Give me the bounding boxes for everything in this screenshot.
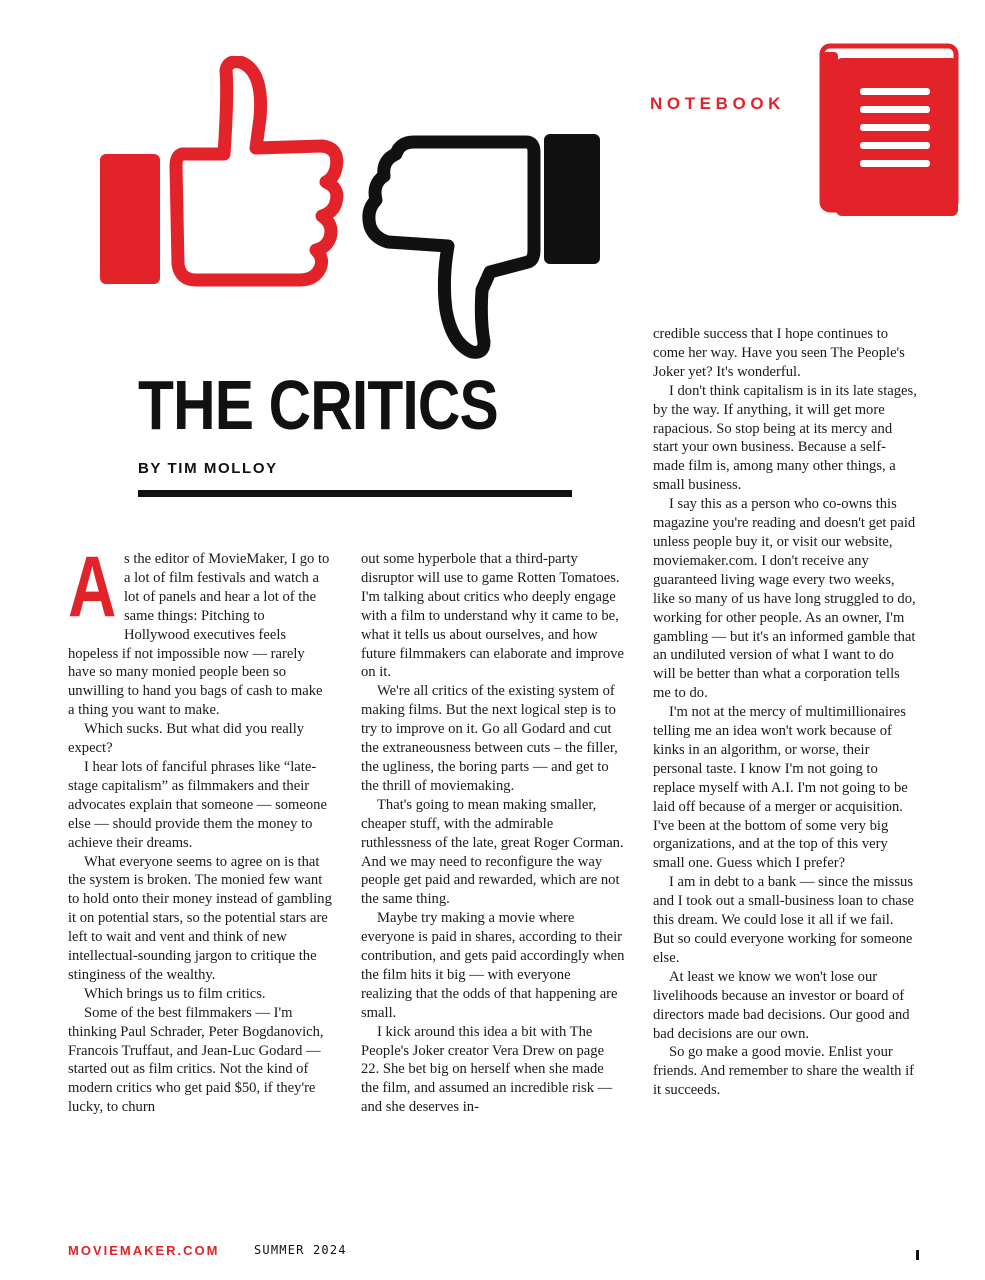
notebook-icon	[814, 40, 960, 216]
footer-site: MOVIEMAKER.COM	[68, 1243, 220, 1258]
article-column-2	[361, 550, 625, 1117]
paragraph: I say this as a person who co-owns this magazine you're reading and doesn't get paid unless people buy it, or visit our website, moviemaker.com. I don't receive any guaranteed living wage every two weeks, like so many of us have long struggled to do, working for other people. As an owner, I'm gambling — but it's an informed gamble that an undiluted version of what I want to do will be better than what a corporation tells me to do.	[653, 496, 916, 702]
article-column-1	[68, 539, 332, 1117]
paragraph: Some of the best filmmakers — I'm thinking Paul Schrader, Peter Bogdanovich, Francois Truffaut, and Jean-Luc Godard — started out as film critics. Not the kind of modern critics who get paid $50, if they're lucky, to churn	[68, 1004, 324, 1116]
paragraph: I don't think capitalism is in its late stages, by the way. If anything, it will get more rapacious. So stop being at its mercy and start your own business. Because a self-made film is, among many other things, a small business.	[653, 382, 917, 494]
paragraph: What everyone seems to agree on is that the system is broken. The monied few want to hold onto their money instead of gambling it on potential stars, so the potential stars are left to wait and vent and think of new intellectual-sounding jargon to critique the stinginess of the wealthy.	[68, 853, 332, 983]
paragraph: out some hyperbole that a third-party disruptor will use to game Rotten Tomatoes. I'm talking about critics who deeply engage with a film to understand why it came to be, what it tells us about ourselves, and how future filmmakers can elaborate and improve on it.	[361, 551, 624, 681]
page-number-mark	[916, 1250, 919, 1260]
paragraph: That's going to mean making smaller, cheaper stuff, with the admirable ruthlessness of the late, great Roger Corman. And we may need to reconfigure the way people get paid and rewarded, which are not the same thing.	[361, 796, 624, 908]
paragraph: So go make a good movie. Enlist your friends. And remember to share the wealth if it succeeds.	[653, 1044, 914, 1099]
paragraph-text: s the editor of MovieMaker, I go to a lot of film festivals and watch a lot of panels and hear a lot of the same things: Pitching to Hollywood executives feels hopeless if not impossible now — rarely have so many monied people been so unwilling to hand you bags of cash to make a thing you want to make.	[68, 551, 330, 719]
thumbs-down-icon	[356, 130, 606, 364]
article-column-3	[653, 325, 917, 1100]
paragraph: I kick around this idea a bit with The People's Joker creator Vera Drew on page 22. She bet big on herself when she made the film, and assumed an incredible risk — and she deserves in-	[361, 1023, 613, 1116]
paragraph: I am in debt to a bank — since the missus and I took out a small-business loan to chase this dream. We could lose it all if we fail. But so could everyone working for someone else.	[653, 874, 915, 966]
paragraph	[68, 539, 332, 720]
paragraph: I hear lots of fanciful phrases like “late-stage capitalism” as filmmakers and their advocates explain that someone — someone else — should provide them the money to achieve their dreams.	[68, 758, 327, 851]
paragraph: We're all critics of the existing system of making films. But the next logical step is to try to improve on it. Go all Godard and cut the extraneousness between cuts – the filler, the ugliness, the boring parts — and get to the thrill of moviemaking.	[361, 683, 618, 794]
paragraph: Maybe try making a movie where everyone is paid in shares, according to their contribution, and gets paid accordingly when the film hits it big — with everyone realizing that the odds of that happening are small.	[361, 910, 625, 1021]
drop-cap: A	[68, 539, 117, 635]
paragraph: Which brings us to film critics.	[84, 985, 266, 1002]
title-rule	[138, 490, 572, 497]
paragraph: I'm not at the mercy of multimillionaires telling me an idea won't work because of kinks in an algorithm, or worse, their personal taste. I know I'm not going to replace myself with A.I. I'm not going to be laid off because of a merger or acquisition. I've been at the bottom of some very big organizations, and at the top of this very small one. Guess which I prefer?	[653, 704, 908, 872]
section-label: NOTEBOOK	[650, 94, 786, 113]
thumbs-up-icon	[96, 56, 346, 290]
footer-issue: SUMMER 2024	[254, 1243, 347, 1257]
byline: BY TIM MOLLOY	[138, 460, 278, 477]
paragraph: credible success that I hope continues to come her way. Have you seen The People's Joker yet? It's wonderful.	[653, 326, 905, 380]
paragraph: Which sucks. But what did you really expect?	[68, 721, 305, 757]
article-title: THE CRITICS	[138, 366, 498, 444]
paragraph: At least we know we won't lose our livelihoods because an investor or board of directors made bad decisions. Our good and bad decisions are our own.	[653, 968, 910, 1042]
